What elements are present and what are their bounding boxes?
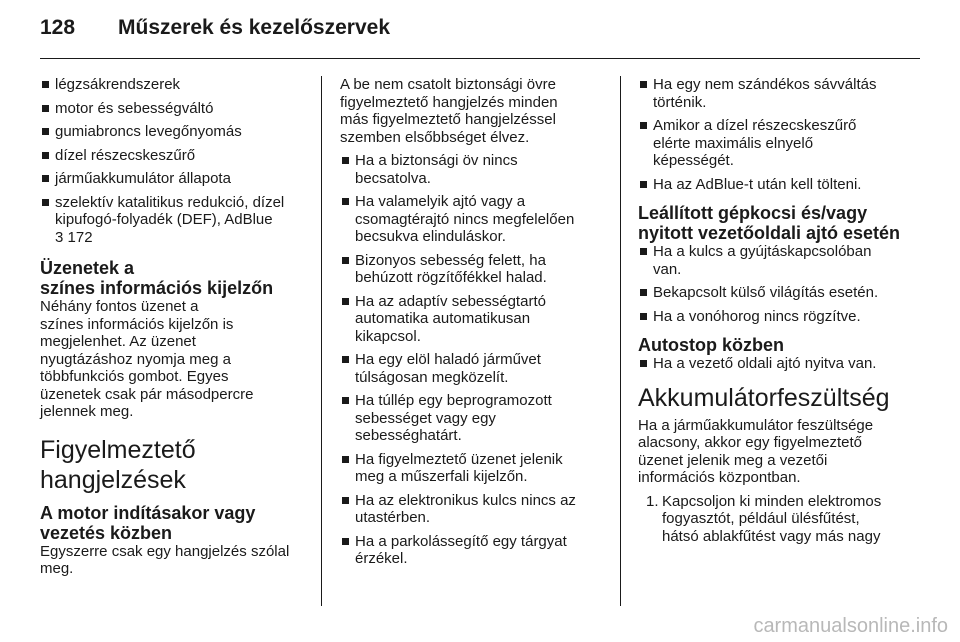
list-item: Ha egy nem szándékos sávváltás történik. bbox=[638, 76, 906, 111]
section-heading: Üzenetek a színes információs kijelzőn bbox=[40, 258, 274, 298]
list-item: Ha a kulcs a gyújtáskapcsolóban van. bbox=[638, 243, 906, 278]
list-item: Bekapcsolt külső világítás esetén. bbox=[638, 284, 906, 302]
list-item: légzsákrendszerek bbox=[40, 76, 308, 94]
page-header bbox=[40, 16, 390, 40]
item-number: 1. bbox=[646, 492, 659, 510]
section-heading: A motor indításakor vagy vezetés közben bbox=[40, 502, 256, 543]
list-item: Ha valamelyik ajtó vagy a csomagtérajtó nincs megfelelően becsukva elinduláskor. bbox=[340, 193, 602, 246]
paragraph: A be nem csatolt biztonsági övre figyelmeztető hangjelzés minden más figyelmeztető hangjelzéssel szemben elsőbbséget élvez. bbox=[340, 76, 558, 146]
list-item: Ha a parkolássegítő egy tárgyat érzékel. bbox=[340, 533, 602, 568]
warning-list bbox=[638, 355, 906, 373]
list-item: Ha az AdBlue-t után kell tölteni. bbox=[638, 176, 906, 194]
list-item: Ha egy elöl haladó járművet túlságosan megközelít. bbox=[340, 351, 602, 386]
paragraph: Néhány fontos üzenet a színes információs kijelzőn is megjelenhet. Az üzenet nyugtázáshoz nyomja meg a többfunkciós gombot. Egyes üzenetek csak pár másodpercre jelennek meg. bbox=[40, 298, 254, 420]
list-item: motor és sebességváltó bbox=[40, 100, 308, 118]
column-divider-2 bbox=[620, 76, 621, 606]
list-item: Bizonyos sebesség felett, ha behúzott rögzítőfékkel halad. bbox=[340, 252, 602, 287]
list-item: Ha a biztonsági öv nincs becsatolva. bbox=[340, 152, 602, 187]
warning-list bbox=[638, 76, 906, 193]
list-item: szelektív katalitikus redukció, dízel kipufogó-folyadék (DEF), AdBlue 3 172 bbox=[40, 194, 308, 247]
chapter-heading: Akkumulátorfeszültség bbox=[638, 383, 890, 412]
numbered-item bbox=[638, 493, 906, 546]
section-heading: Autostop közben bbox=[638, 335, 784, 355]
list-item: Ha az elektronikus kulcs nincs az utastérben. bbox=[340, 492, 602, 527]
column-1 bbox=[40, 76, 308, 584]
list-item: dízel részecskeszűrő bbox=[40, 147, 308, 165]
page-number: 128 bbox=[40, 16, 76, 39]
list-item: Ha figyelmeztető üzenet jelenik meg a műszerfali kijelzőn. bbox=[340, 451, 602, 486]
warning-list bbox=[40, 76, 308, 246]
paragraph: Ha a járműakkumulátor feszültsége alacsony, akkor egy figyelmeztető üzenet jelenik meg a vezetői információs központban. bbox=[638, 416, 874, 486]
column-3 bbox=[638, 76, 906, 545]
list-item: Ha túllép egy beprogramozott sebességet vagy egy sebességhatárt. bbox=[340, 392, 602, 445]
watermark: carmanualsonline.info bbox=[753, 615, 948, 637]
list-item: Ha a vezető oldali ajtó nyitva van. bbox=[638, 355, 906, 373]
page-title: Műszerek és kezelőszervek bbox=[118, 16, 391, 39]
warning-list bbox=[340, 152, 602, 568]
list-item: Ha az adaptív sebességtartó automatika automatikusan kikapcsol. bbox=[340, 293, 602, 346]
column-divider-1 bbox=[321, 76, 322, 606]
list-item: gumiabroncs levegőnyomás bbox=[40, 123, 308, 141]
list-item: Ha a vonóhorog nincs rögzítve. bbox=[638, 308, 906, 326]
item-text: Kapcsoljon ki minden elektromos fogyasztót, például ülésfűtést, hátsó ablakfűtést vagy más nagy bbox=[662, 492, 882, 545]
list-item: Amikor a dízel részecskeszűrő elérte maximális elnyelő képességét. bbox=[638, 117, 906, 170]
header-rule bbox=[40, 58, 920, 59]
chapter-heading: Figyelmeztető hangjelzések bbox=[40, 435, 196, 494]
paragraph: Egyszerre csak egy hangjelzés szólal meg. bbox=[40, 542, 290, 577]
warning-list bbox=[638, 243, 906, 325]
numbered-list bbox=[638, 493, 906, 546]
column-2 bbox=[340, 76, 602, 574]
list-item: járműakkumulátor állapota bbox=[40, 170, 308, 188]
section-heading: Leállított gépkocsi és/vagy nyitott vezetőoldali ajtó esetén bbox=[638, 203, 901, 243]
